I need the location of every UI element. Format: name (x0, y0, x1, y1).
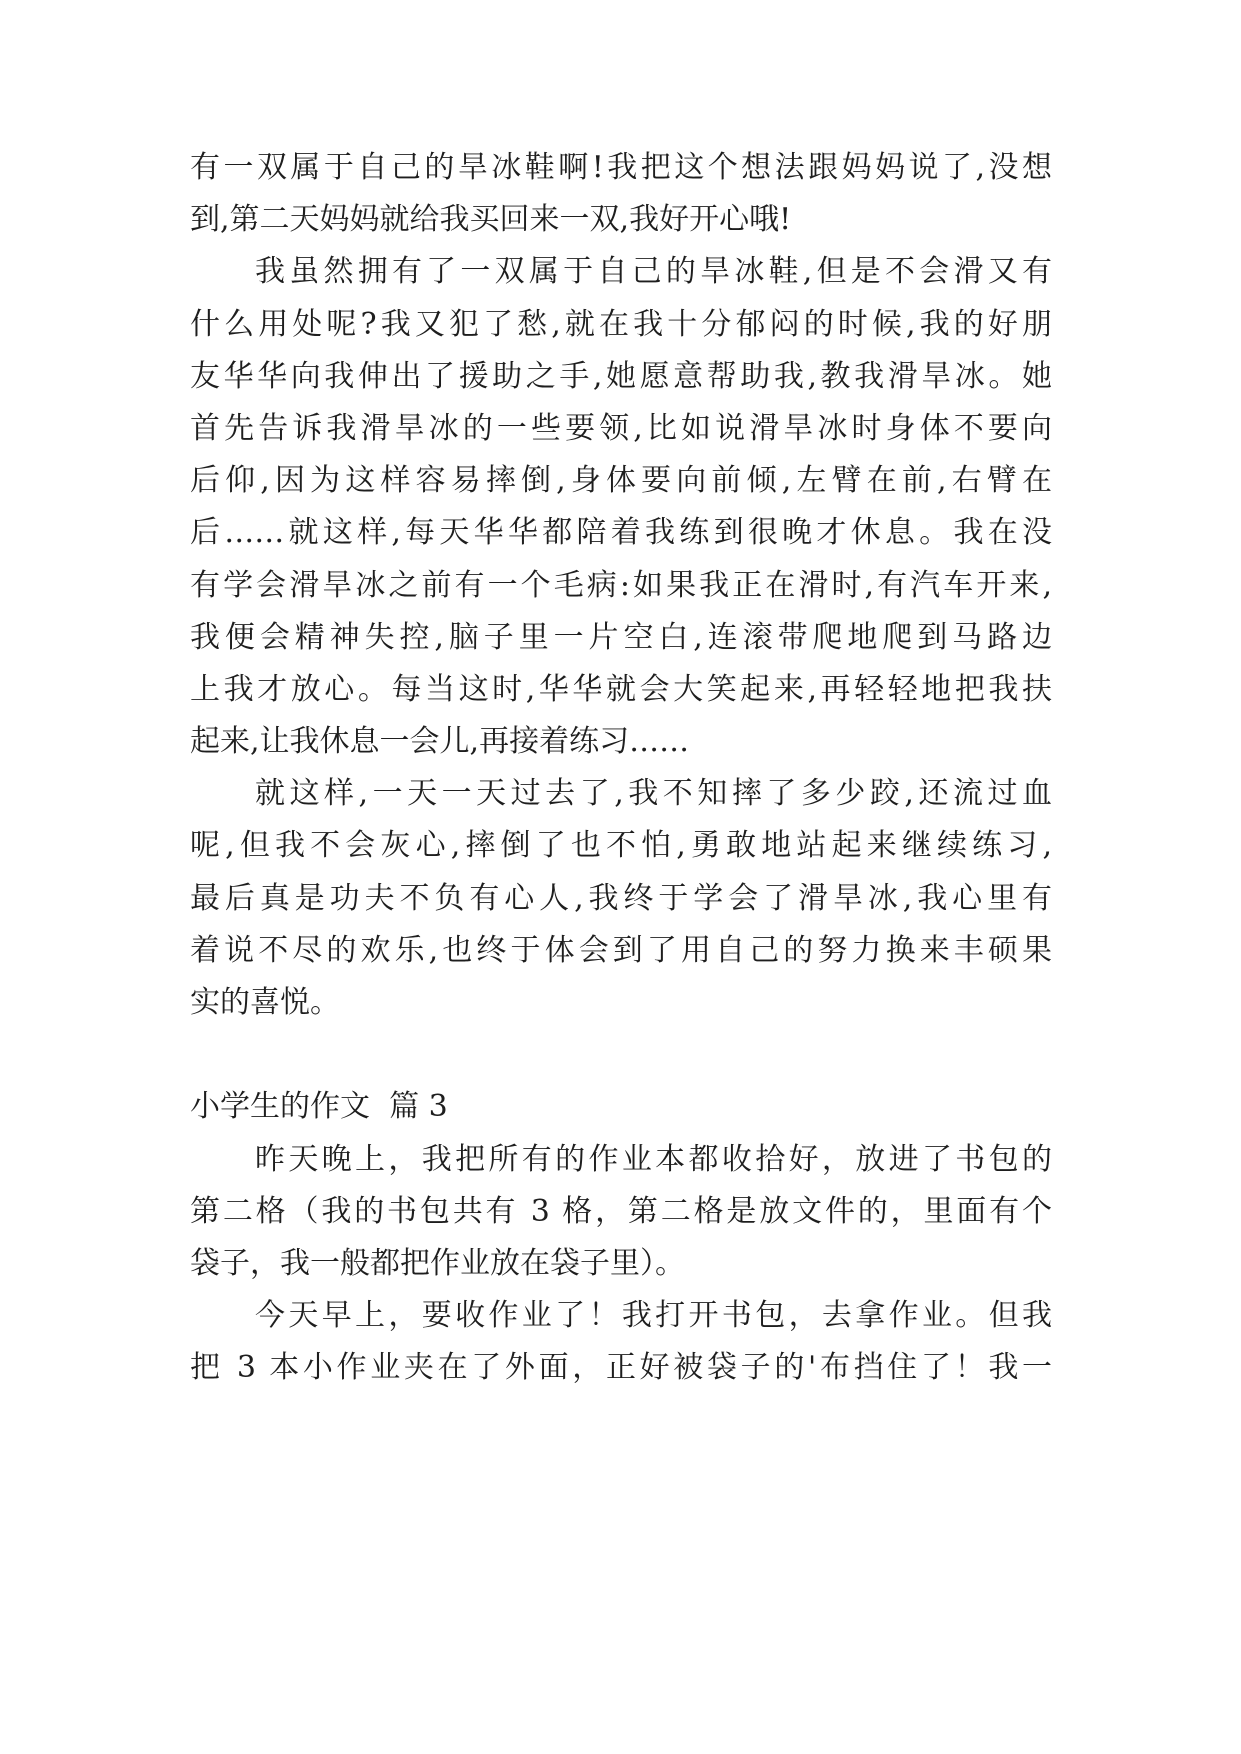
text-line: 首先告诉我滑旱冰的一些要领,比如说滑旱冰时身体不要向 (190, 410, 1052, 446)
text-line: 第二格（我的书包共有 3 格，第二格是放文件的，里面有个 (190, 1193, 1052, 1229)
paragraph-conclusion (190, 768, 1052, 1029)
blank-line (190, 1029, 1052, 1081)
text-line: 起来,让我休息一会儿,再接着练习…… (190, 724, 690, 760)
paragraph-morning (190, 1290, 1052, 1394)
text-line: 我虽然拥有了一双属于自己的旱冰鞋,但是不会滑又有 (255, 254, 1052, 290)
text-line: 上我才放心。每当这时,华华就会大笑起来,再轻轻地把我扶 (190, 671, 1052, 707)
text-line: 最后真是功夫不负有心人,我终于学会了滑旱冰,我心里有 (190, 880, 1052, 916)
text-line: 有学会滑旱冰之前有一个毛病:如果我正在滑时,有汽车开来, (190, 567, 1052, 603)
text-line: 呢,但我不会灰心,摔倒了也不怕,勇敢地站起来继续练习, (190, 828, 1052, 864)
paragraph-homework-packing (190, 1134, 1052, 1291)
paragraph-learning-skates (190, 246, 1052, 768)
text-line: 什么用处呢?我又犯了愁,就在我十分郁闷的时候,我的好朋 (190, 306, 1052, 342)
text-line: 到,第二天妈妈就给我买回来一双,我好开心哦! (190, 202, 792, 238)
text-line: 袋子，我一般都把作业放在袋子里）。 (190, 1245, 685, 1281)
text-line: 实的喜悦。 (190, 985, 340, 1020)
text-line: 就这样,一天一天过去了,我不知摔了多少跤,还流过血 (255, 776, 1052, 812)
text-line: 把 3 本小作业夹在了外面，正好被袋子的'布挡住了！我一 (190, 1350, 1052, 1386)
text-line: 今天早上，要收作业了！我打开书包，去拿作业。但我 (255, 1298, 1052, 1334)
text-line: 我便会精神失控,脑子里一片空白,连滚带爬地爬到马路边 (190, 619, 1052, 655)
text-line: 后仰,因为这样容易摔倒,身体要向前倾,左臂在前,右臂在 (190, 463, 1052, 499)
paragraph-continuation (190, 142, 1052, 246)
document-body (190, 142, 1052, 1395)
text-line: 有一双属于自己的旱冰鞋啊!我把这个想法跟妈妈说了,没想 (190, 150, 1052, 185)
essay-heading: 小学生的作文 篇 3 (190, 1089, 448, 1125)
text-line: 友华华向我伸出了援助之手,她愿意帮助我,教我滑旱冰。她 (190, 358, 1052, 394)
text-line: 昨天晚上，我把所有的作业本都收拾好，放进了书包的 (255, 1141, 1052, 1177)
text-line: 后……就这样,每天华华都陪着我练到很晚才休息。我在没 (190, 515, 1052, 551)
text-line: 着说不尽的欢乐,也终于体会到了用自己的努力换来丰硕果 (190, 932, 1052, 968)
